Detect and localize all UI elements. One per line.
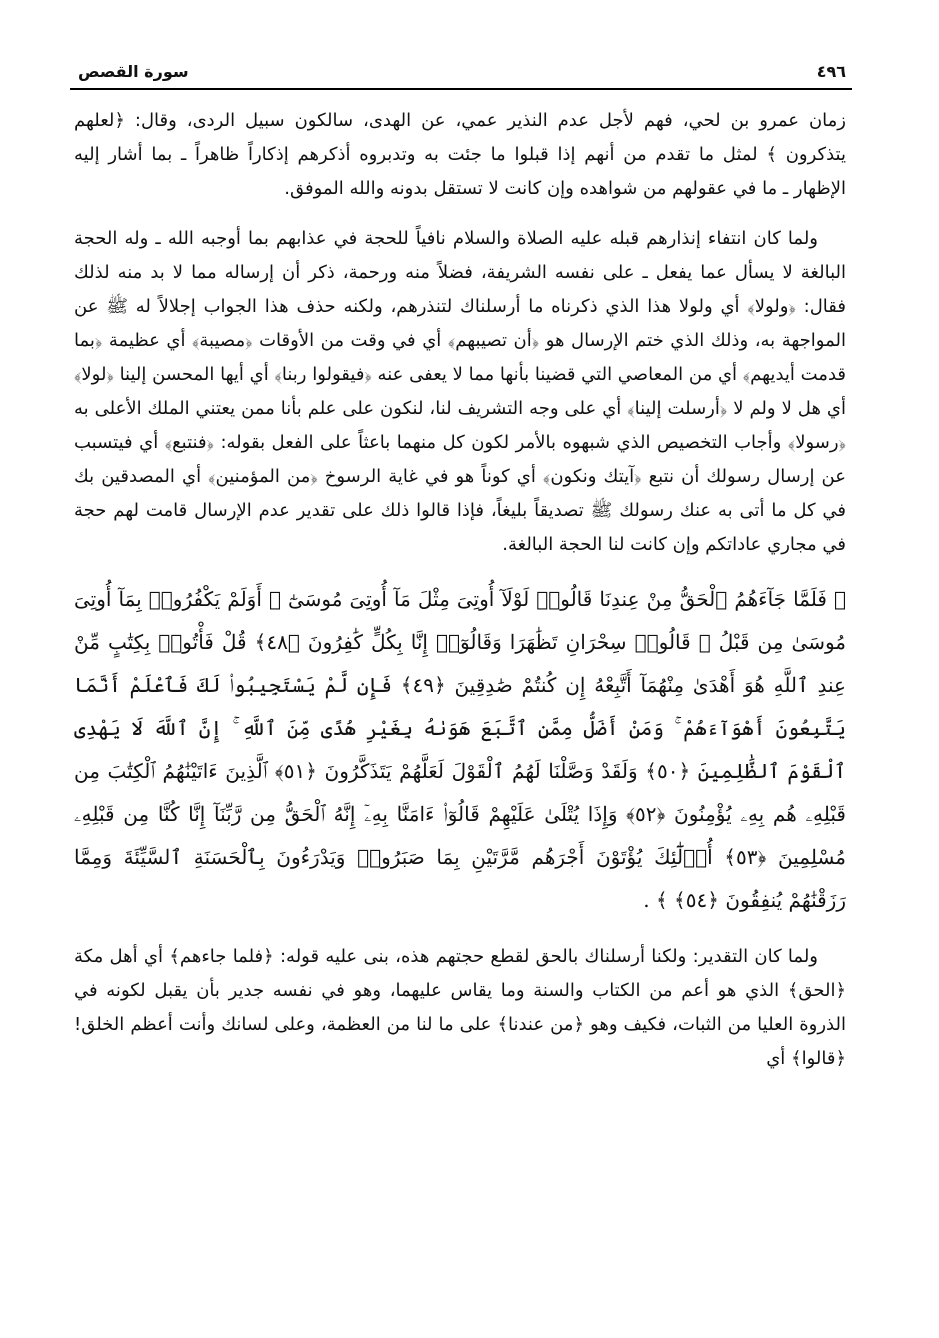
commentary-paragraph-1: زمان عمرو بن لحي، فهم لأجل عدم النذير عمي، عن الهدى، سالكون سبيل الردى، وقال: ﴿لعلهم يتذكرون ﴾ لمثل ما تقدم من أنهم إذا قبلوا ما جئت به وتدبروه أذكرهم إذكاراً ظاهراً ـ بما أشار إليه الإظهار ـ ما في عقولهم من شواهده وإن كانت لا تستقل بدونه والله الموفق. <box>74 110 846 199</box>
surah-title: سورة القصص <box>78 62 189 81</box>
quran-passage: ﴿ فَلَمَّا جَآءَهُمُ ٱلْحَقُّ مِنْ عِندِنَا قَالُوا۟ لَوْلَآ أُوتِىَ مِثْلَ مَآ أُوتِىَ مُوسَىٰٓ ۚ أَوَلَمْ يَكْفُرُوا۟ بِمَآ أُوتِىَ مُوسَىٰ مِن قَبْلُ ۖ قَالُوا۟ سِحْرَانِ تَظَٰهَرَا وَقَالُوٓا۟ إِنَّا بِكُلٍّ كَٰفِرُونَ ﴿٤٨﴾ قُلْ فَأْتُوا۟ بِكِتَٰبٍ مِّنْ عِندِ ٱللَّهِ هُوَ أَهْدَىٰ مِنْهُمَآ أَتَّبِعْهُ إِن كُنتُمْ صَٰدِقِينَ ﴿٤٩﴾ فَإِن لَّمْ يَسْتَجِيبُوا۟ لَكَ فَٱعْلَمْ أَنَّمَا يَتَّبِعُونَ أَهْوَآءَهُمْ ۚ وَمَنْ أَضَلُّ مِمَّنِ ٱتَّبَعَ هَوَىٰهُ بِغَيْرِ هُدًى مِّنَ ٱللَّهِ ۚ إِنَّ ٱللَّهَ لَا يَهْدِى ٱلْقَوْمَ ٱلظَّٰلِمِينَ ﴿٥٠﴾ وَلَقَدْ وَصَّلْنَا لَهُمُ ٱلْقَوْلَ لَعَلَّهُمْ يَتَذَكَّرُونَ ﴿٥١﴾ ٱلَّذِينَ ءَاتَيْنَٰهُمُ ٱلْكِتَٰبَ مِن قَبْلِهِۦ هُم بِهِۦ يُؤْمِنُونَ ﴿٥٢﴾ وَإِذَا يُتْلَىٰ عَلَيْهِمْ قَالُوٓا۟ ءَامَنَّا بِهِۦٓ إِنَّهُ ٱلْحَقُّ مِن رَّبِّنَآ إِنَّا كُنَّا مِن قَبْلِهِۦ مُسْلِمِينَ ﴿٥٣﴾ أُو۟لَٰٓئِكَ يُؤْتَوْنَ أَجْرَهُم مَّرَّتَيْنِ بِمَا صَبَرُوا۟ وَيَدْرَءُونَ بِٱلْحَسَنَةِ ٱلسَّيِّئَةَ وَمِمَّا رَزَقْنَٰهُمْ يُنفِقُونَ ﴿٥٤﴾ ﴾ . <box>74 587 847 912</box>
page-header <box>70 58 852 88</box>
page-number: ٤٩٦ <box>816 62 846 81</box>
commentary-paragraph-2: ولما كان انتفاء إنذارهم قبله عليه الصلاة والسلام نافياً للحجة في عذابهم بما أوجبه الله ـ وله الحجة البالغة لا يسأل عما يفعل ـ على نفسه الشريفة، فضلاً منه ورحمة، ذكر أن إرساله مما لا بد منه لذلك فقال: ﴿ولولا﴾ أي ولولا هذا الذي ذكرناه ما أرسلناك لتنذرهم، ولكنه حذف هذا الجواب إجلالاً له ﷺ عن المواجهة به، وذلك الذي ختم الإرسال هو ﴿أن تصيبهم﴾ أي في وقت من الأوقات ﴿مصيبة﴾ أي عظيمة ﴿بما قدمت أيديهم﴾ أي من المعاصي التي قضينا بأنها مما لا يعفى عنه ﴿فيقولوا ربنا﴾ أي أيها المحسن إلينا ﴿لولا﴾ أي هل لا ولم لا ﴿أرسلت إلينا﴾ أي على وجه التشريف لنا، لنكون على علم بأنا ممن يعتني الملك الأعلى به ﴿رسولا﴾ وأجاب التخصيص الذي شبهوه بالأمر لكون كل منهما باعثاً على الفعل بقوله: ﴿فنتبع﴾ أي فيتسبب عن إرسال رسولك أن نتبع ﴿آيتك ونكون﴾ أي كوناً هو في غاية الرسوخ ﴿من المؤمنين﴾ أي المصدقين بك في كل ما أتى به عنك رسولك ﷺ تصديقاً بليغاً، فإذا قالوا ذلك على تقدير عدم الإرسال قامت لهم حجة في مجاري عاداتكم وإن كانت لنا الحجة البالغة. <box>74 228 846 555</box>
page-body <box>74 104 846 1092</box>
header-divider <box>70 88 852 90</box>
commentary-paragraph-3: ولما كان التقدير: ولكنا أرسلناك بالحق لقطع حجتهم هذه، بنى عليه قوله: ﴿فلما جاءهم﴾ أي أهل مكة ﴿الحق﴾ الذي هو أعم من الكتاب والسنة وما يقاس عليهما، وهو في نفسه جدير بأن يقبل لكونه في الذروة العليا من الثبات، فكيف وهو ﴿من عندنا﴾ على ما لنا من العظمة، وعلى لسانك وأنت أعظم الخلق! ﴿قالوا﴾ أي <box>74 946 846 1069</box>
